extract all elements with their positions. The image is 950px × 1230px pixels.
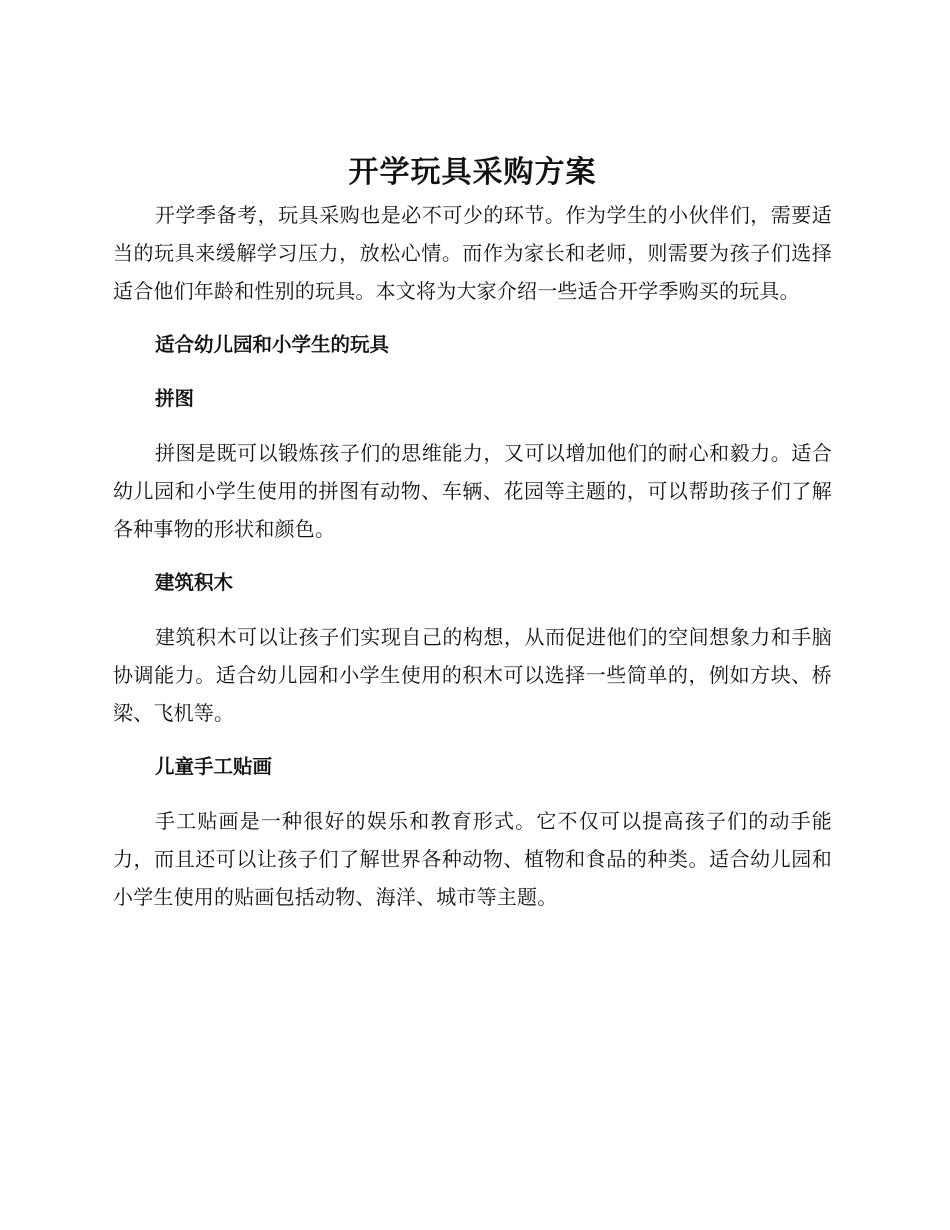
item-heading-puzzle: 拼图 [155,387,195,410]
item-paragraph-stickers: 手工贴画是一种很好的娱乐和教育形式。它不仅可以提高孩子们的动手能力，而且还可以让孩子们了解世界各种动物、植物和食品的种类。适合幼儿园和小学生使用的贴画包括动物、海洋、城市等主题。 [113,809,832,909]
item-paragraph-building-blocks: 建筑积木可以让孩子们实现自己的构想，从而促进他们的空间想象力和手脑协调能力。适合幼儿园和小学生使用的积木可以选择一些简单的，例如方块、桥梁、飞机等。 [113,625,832,725]
item-heading-stickers: 儿童手工贴画 [155,755,273,778]
item-paragraph-puzzle: 拼图是既可以锻炼孩子们的思维能力，又可以增加他们的耐心和毅力。适合幼儿园和小学生使用的拼图有动物、车辆、花园等主题的，可以帮助孩子们了解各种事物的形状和颜色。 [113,441,832,541]
item-heading-building-blocks: 建筑积木 [155,571,234,594]
section-heading: 适合幼儿园和小学生的玩具 [155,333,390,356]
document-title: 开学玩具采购方案 [348,155,597,190]
intro-paragraph: 开学季备考，玩具采购也是必不可少的环节。作为学生的小伙伴们，需要适当的玩具来缓解学习压力，放松心情。而作为家长和老师，则需要为孩子们选择适合他们年龄和性别的玩具。本文将为大家介绍一些适合开学季购买的玩具。 [113,203,832,303]
